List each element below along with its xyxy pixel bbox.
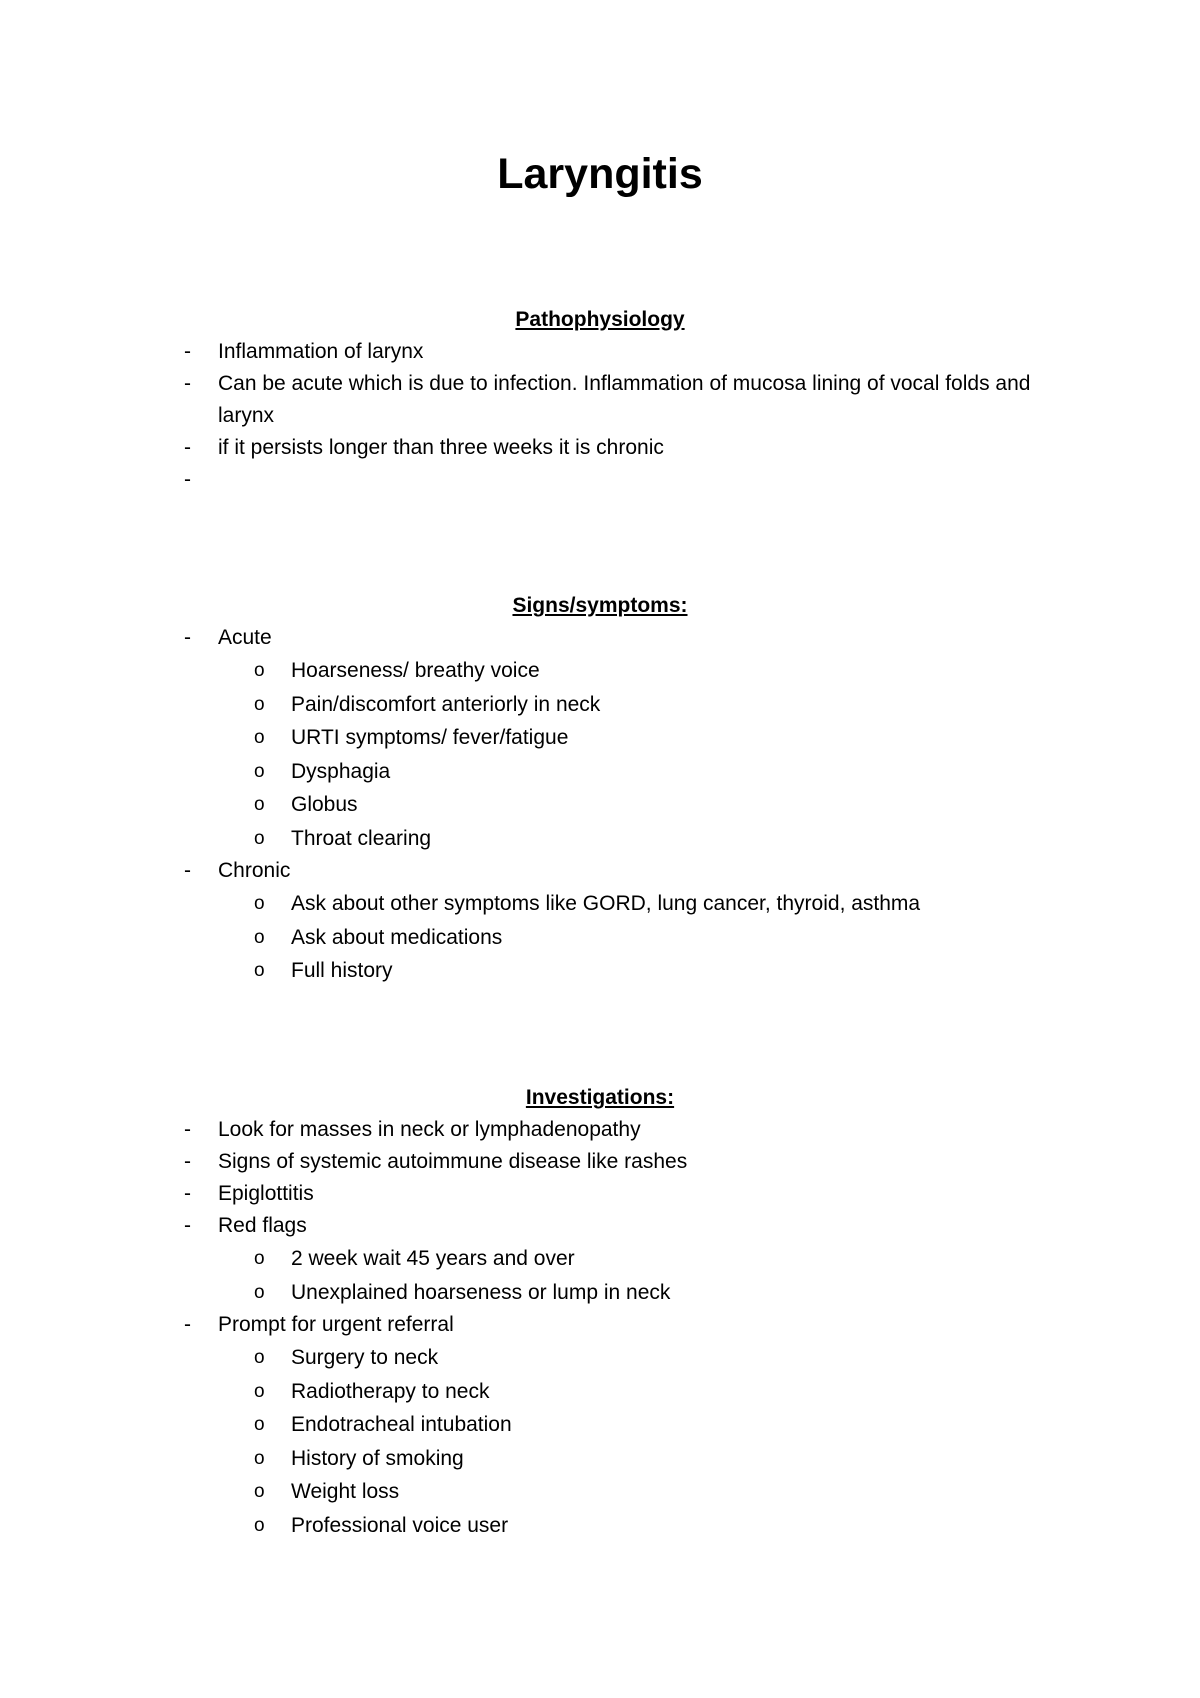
list-item-text: Can be acute which is due to infection. Inflammation of mucosa lining of vocal folds and larynx [218, 372, 1031, 427]
sub-list-item-text: Full history [291, 959, 393, 982]
circle-bullet-icon: o [254, 693, 265, 715]
dash-bullet-icon: - [184, 1313, 191, 1336]
investigations-list-referral [0, 1309, 1200, 1341]
list-item-acute [0, 622, 1200, 654]
list-item-text: Chronic [218, 859, 291, 882]
document-title: Laryngitis [497, 150, 703, 198]
pathophysiology-section [0, 304, 1200, 491]
sub-list-item [0, 921, 1200, 955]
circle-bullet-icon: o [254, 760, 265, 782]
sub-list-item-text: Endotracheal intubation [291, 1413, 512, 1436]
circle-bullet-icon: o [254, 893, 265, 914]
pathophysiology-heading: Pathophysiology [515, 308, 685, 331]
signs-symptoms-list [0, 622, 1200, 654]
sub-list-item-text: Hoarseness/ breathy voice [291, 659, 540, 682]
sub-list-item-text: Ask about medications [291, 925, 503, 949]
circle-bullet-icon: o [254, 1414, 265, 1435]
sub-list-item-text: Radiotherapy to neck [291, 1379, 490, 1403]
sub-list-item-text: Weight loss [291, 1480, 400, 1503]
sub-list-item-text: Ask about other symptoms like GORD, lung cancer, thyroid, asthma [291, 892, 921, 915]
investigations-section [0, 1082, 1200, 1542]
sub-list-item [0, 721, 1200, 755]
dash-bullet-icon: - [184, 340, 191, 363]
list-item [0, 432, 1200, 464]
investigations-heading: Investigations: [525, 1086, 675, 1109]
dash-bullet-icon: - [184, 626, 191, 649]
circle-bullet-icon: o [254, 1514, 265, 1536]
sub-list-item [0, 954, 1200, 988]
circle-bullet-icon: o [254, 794, 265, 815]
circle-bullet-icon: o [254, 1481, 265, 1502]
urgent-referral-sublist [0, 1341, 1200, 1542]
sub-list-item-text: Throat clearing [291, 826, 432, 850]
sub-list-item [0, 1408, 1200, 1442]
sub-list-item-text: History of smoking [291, 1446, 464, 1470]
sub-list-item-text: Professional voice user [291, 1513, 509, 1537]
sub-list-item-text: URTI symptoms/ fever/fatigue [291, 726, 569, 749]
circle-bullet-icon: o [254, 1347, 265, 1368]
list-item-text: Prompt for urgent referral [218, 1313, 454, 1336]
sub-list-item [0, 1375, 1200, 1409]
circle-bullet-icon: o [254, 727, 265, 748]
list-item-text: Acute [218, 626, 272, 649]
list-item-text: Signs of systemic autoimmune disease like rashes [218, 1150, 688, 1173]
dash-bullet-icon: - [184, 436, 191, 459]
sub-list-item [0, 1475, 1200, 1509]
signs-symptoms-list-chronic [0, 855, 1200, 887]
list-item-urgent-referral [0, 1309, 1200, 1341]
list-item-chronic [0, 855, 1200, 887]
acute-sublist [0, 654, 1200, 855]
circle-bullet-icon: o [254, 1380, 265, 1402]
dash-bullet-icon: - [184, 1214, 191, 1237]
dash-bullet-icon: - [184, 468, 191, 491]
list-item [0, 336, 1200, 368]
sub-list-item-text: Globus [291, 793, 358, 816]
sub-list-item [0, 1242, 1200, 1276]
sub-list-item [0, 822, 1200, 856]
sub-list-item-text: Surgery to neck [291, 1346, 439, 1369]
list-item [0, 1114, 1200, 1146]
dash-bullet-icon: - [184, 372, 191, 395]
pathophysiology-list [0, 336, 1200, 491]
dash-bullet-icon: - [184, 859, 191, 882]
sub-list-item [0, 654, 1200, 688]
dash-bullet-icon: - [184, 1118, 191, 1141]
sub-list-item [0, 1276, 1200, 1310]
sub-list-item [0, 755, 1200, 789]
list-item [0, 368, 1200, 432]
circle-bullet-icon: o [254, 1281, 265, 1303]
circle-bullet-icon: o [254, 1248, 265, 1269]
sub-list-item-text: Pain/discomfort anteriorly in neck [291, 692, 601, 716]
circle-bullet-icon: o [254, 1447, 265, 1469]
sub-list-item [0, 1509, 1200, 1543]
dash-bullet-icon: - [184, 1150, 191, 1173]
sub-list-item [0, 788, 1200, 822]
list-item [0, 1178, 1200, 1210]
sub-list-item [0, 688, 1200, 722]
list-item-text: Epiglottitis [218, 1182, 314, 1205]
list-item-text: Look for masses in neck or lymphadenopathy [218, 1118, 641, 1141]
sub-list-item-text: 2 week wait 45 years and over [291, 1247, 575, 1270]
signs-symptoms-heading: Signs/symptoms: [512, 594, 688, 617]
sub-list-item [0, 1341, 1200, 1375]
list-item [0, 1146, 1200, 1178]
chronic-sublist [0, 887, 1200, 988]
circle-bullet-icon: o [254, 960, 265, 981]
circle-bullet-icon: o [254, 660, 265, 681]
sub-list-item-text: Dysphagia [291, 759, 391, 783]
signs-symptoms-section [0, 590, 1200, 988]
list-item-text: Inflammation of larynx [218, 340, 424, 363]
circle-bullet-icon: o [254, 827, 265, 849]
sub-list-item [0, 1442, 1200, 1476]
circle-bullet-icon: o [254, 926, 265, 948]
sub-list-item-text: Unexplained hoarseness or lump in neck [291, 1280, 671, 1304]
list-item-text: if it persists longer than three weeks it is chronic [218, 436, 664, 459]
sub-list-item [0, 887, 1200, 921]
list-item-red-flags [0, 1210, 1200, 1242]
red-flags-sublist [0, 1242, 1200, 1309]
investigations-list [0, 1114, 1200, 1242]
list-item-text: Red flags [218, 1214, 307, 1237]
dash-bullet-icon: - [184, 1182, 191, 1205]
